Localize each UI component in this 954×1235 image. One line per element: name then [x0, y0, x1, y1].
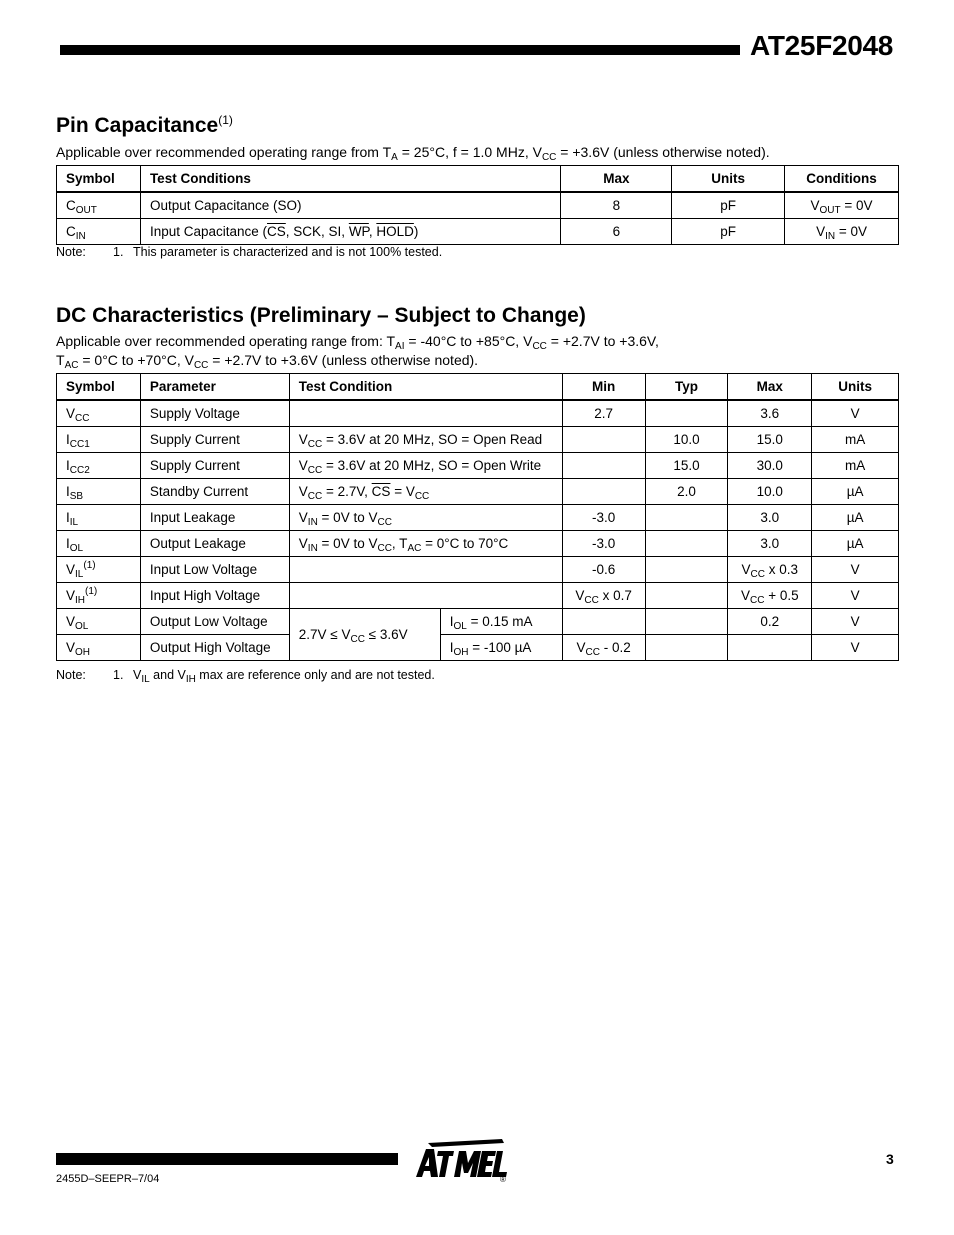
max-cell: 3.0 [728, 505, 812, 531]
table-row [57, 479, 899, 505]
parameter-cell: Supply Current [140, 427, 289, 453]
test-condition-cell: Input Capacitance ($\overline{CS}$, SCK, SI, $\overline{WP}$, HOLD) [140, 219, 561, 245]
col-header: Test Conditions [140, 166, 561, 193]
test-condition-cell: $V_{IN} = 0V$ to $V_{CC}$ [289, 505, 562, 531]
test-condition-cell: $V_{IN} = 0V$ to $V_{CC}$, $T_{AC} = 0^\circ C$ to 70°C [289, 531, 562, 557]
parameter-cell: Output Leakage [140, 531, 289, 557]
typ-cell [645, 609, 728, 635]
test-condition-cell [289, 583, 562, 609]
symbol-cell: $I_{CC2}$ [57, 453, 141, 479]
min-cell [562, 453, 645, 479]
col-header: Max [561, 166, 672, 193]
max-cell: $V_{CC} + 0.5$ [728, 583, 812, 609]
col-header: Symbol [57, 374, 141, 401]
footer-rule [56, 1153, 398, 1165]
table-row [57, 609, 899, 635]
min-cell: -3.0 [562, 505, 645, 531]
parameter-cell: Input Leakage [140, 505, 289, 531]
units-cell: mA [812, 453, 899, 479]
parameter-cell: Output Low Voltage [140, 609, 289, 635]
typ-cell [645, 505, 728, 531]
min-cell: 2.7 [562, 400, 645, 427]
units-cell: pF [672, 219, 785, 245]
typ-cell: 15.0 [645, 453, 728, 479]
test-condition-cell: $V_{CC} = 2.7V$, $\overline{CS} = V_{CC}$ [289, 479, 562, 505]
units-cell: mA [812, 427, 899, 453]
table-row [57, 557, 899, 583]
conditions-cell: $V_{OUT} = 0V$ [785, 192, 899, 219]
header-rule [60, 45, 740, 55]
max-cell: 15.0 [728, 427, 812, 453]
units-cell: V [812, 557, 899, 583]
min-cell: $V_{CC}$ x 0.7 [562, 583, 645, 609]
page-number: 3 [886, 1151, 894, 1167]
min-cell [562, 479, 645, 505]
typ-cell: 10.0 [645, 427, 728, 453]
typ-cell [645, 400, 728, 427]
shared-test-condition-cell: $2.7V \le V_{CC} \le 3.6V$ [289, 609, 440, 661]
document-title: AT25F2048 [750, 30, 894, 61]
parameter-cell: Supply Voltage [140, 400, 289, 427]
symbol-cell: $I_{OL}$ [57, 531, 141, 557]
col-header: Typ [645, 374, 728, 401]
symbol-cell: $V_{CC}$ [57, 400, 141, 427]
test-condition-cell [289, 557, 562, 583]
symbol-cell: $C_{OUT}$ [57, 192, 141, 219]
min-cell [562, 609, 645, 635]
typ-cell [645, 531, 728, 557]
atmel-logo [410, 1137, 510, 1192]
units-cell: V [812, 583, 899, 609]
col-header: Symbol [57, 166, 141, 193]
typ-cell: 2.0 [645, 479, 728, 505]
symbol-cell: $I_{IL}$ [57, 505, 141, 531]
registered-mark: ® [500, 1175, 506, 1184]
table-header-row [57, 374, 899, 401]
symbol-cell: $I_{SB}$ [57, 479, 141, 505]
col-header: Parameter [140, 374, 289, 401]
min-cell: $V_{CC} - 0.2$ [562, 635, 645, 661]
test-condition-cell: Output Capacitance (SO) [140, 192, 561, 219]
min-cell [562, 427, 645, 453]
units-cell: µA [812, 479, 899, 505]
units-cell: pF [672, 192, 785, 219]
max-cell: 6 [561, 219, 672, 245]
col-header: Units [672, 166, 785, 193]
typ-cell [645, 635, 728, 661]
symbol-cell: $C_{IN}$ [57, 219, 141, 245]
table-row [57, 531, 899, 557]
max-cell: 8 [561, 192, 672, 219]
col-header: Max [728, 374, 812, 401]
max-cell: 3.6 [728, 400, 812, 427]
test-condition-cell: $V_{CC} = 3.6V$ at 20 MHz, SO = Open Write [289, 453, 562, 479]
typ-cell [645, 557, 728, 583]
dc-intro: Applicable over recommended operating range from: $T_{AI} = -40^\circ C$ to +85°C, $V_{CC} = +2.7V$ to +3.6V, $T_{AC} = 0^\circ C$ to +70°C, $V_{CC} = +2.7V$ to +3.6V (unless otherwise noted). [56, 333, 659, 371]
parameter-cell: Standby Current [140, 479, 289, 505]
table-row [57, 427, 899, 453]
table-row [57, 583, 899, 609]
max-cell: 10.0 [728, 479, 812, 505]
max-cell: 0.2 [728, 609, 812, 635]
table-row [57, 400, 899, 427]
parameter-cell: Input High Voltage [140, 583, 289, 609]
max-cell: 3.0 [728, 531, 812, 557]
units-cell: µA [812, 505, 899, 531]
symbol-cell: $V_{OL}$ [57, 609, 141, 635]
table-row [57, 635, 899, 661]
col-header: Units [812, 374, 899, 401]
pin-capacitance-table [56, 165, 899, 245]
dc-characteristics-table [56, 373, 899, 661]
table-header-row [57, 166, 899, 193]
pin-capacitance-note: Note: 1. This parameter is characterized and is not 100% tested. [56, 245, 443, 259]
test-condition-cell: $I_{OH} = -100$ µA [440, 635, 562, 661]
col-header: Test Condition [289, 374, 562, 401]
max-cell: $V_{CC}$ x 0.3 [728, 557, 812, 583]
units-cell: µA [812, 531, 899, 557]
col-header: Conditions [785, 166, 899, 193]
typ-cell [645, 583, 728, 609]
dc-characteristics-heading: DC Characteristics (Preliminary – Subject to Change) [56, 304, 586, 327]
symbol-cell: $V_{IH}^{(1)}$ [57, 583, 141, 609]
parameter-cell: Supply Current [140, 453, 289, 479]
symbol-cell: $I_{CC1}$ [57, 427, 141, 453]
pin-capacitance-heading: Pin Capacitance$^{(1)}$ [56, 113, 233, 137]
conditions-cell: $V_{IN} = 0V$ [785, 219, 899, 245]
test-condition-cell: $I_{OL} = 0.15$ mA [440, 609, 562, 635]
units-cell: V [812, 635, 899, 661]
table-row [57, 219, 899, 245]
min-cell: -3.0 [562, 531, 645, 557]
symbol-cell: $V_{OH}$ [57, 635, 141, 661]
parameter-cell: Output High Voltage [140, 635, 289, 661]
atmel-logo-icon [410, 1137, 510, 1187]
test-condition-cell [289, 400, 562, 427]
max-cell: 30.0 [728, 453, 812, 479]
dc-note: Note: 1. $V_{IL}$ and $V_{IH}$ max are reference only and are not tested. [56, 668, 435, 685]
test-condition-cell: $V_{CC} = 3.6V$ at 20 MHz, SO = Open Read [289, 427, 562, 453]
min-cell: -0.6 [562, 557, 645, 583]
units-cell: V [812, 609, 899, 635]
max-cell [728, 635, 812, 661]
table-row [57, 453, 899, 479]
pin-capacitance-intro: Applicable over recommended operating range from $T_A = 25^\circ C$, f = 1.0 MHz, $V_{CC} = +3.6V$ (unless otherwise noted). [56, 144, 770, 163]
parameter-cell: Input Low Voltage [140, 557, 289, 583]
symbol-cell: $V_{IL}^{(1)}$ [57, 557, 141, 583]
table-row [57, 505, 899, 531]
table-row [57, 192, 899, 219]
col-header: Min [562, 374, 645, 401]
units-cell: V [812, 400, 899, 427]
document-code: 2455D–SEEPR–7/04 [56, 1173, 160, 1185]
